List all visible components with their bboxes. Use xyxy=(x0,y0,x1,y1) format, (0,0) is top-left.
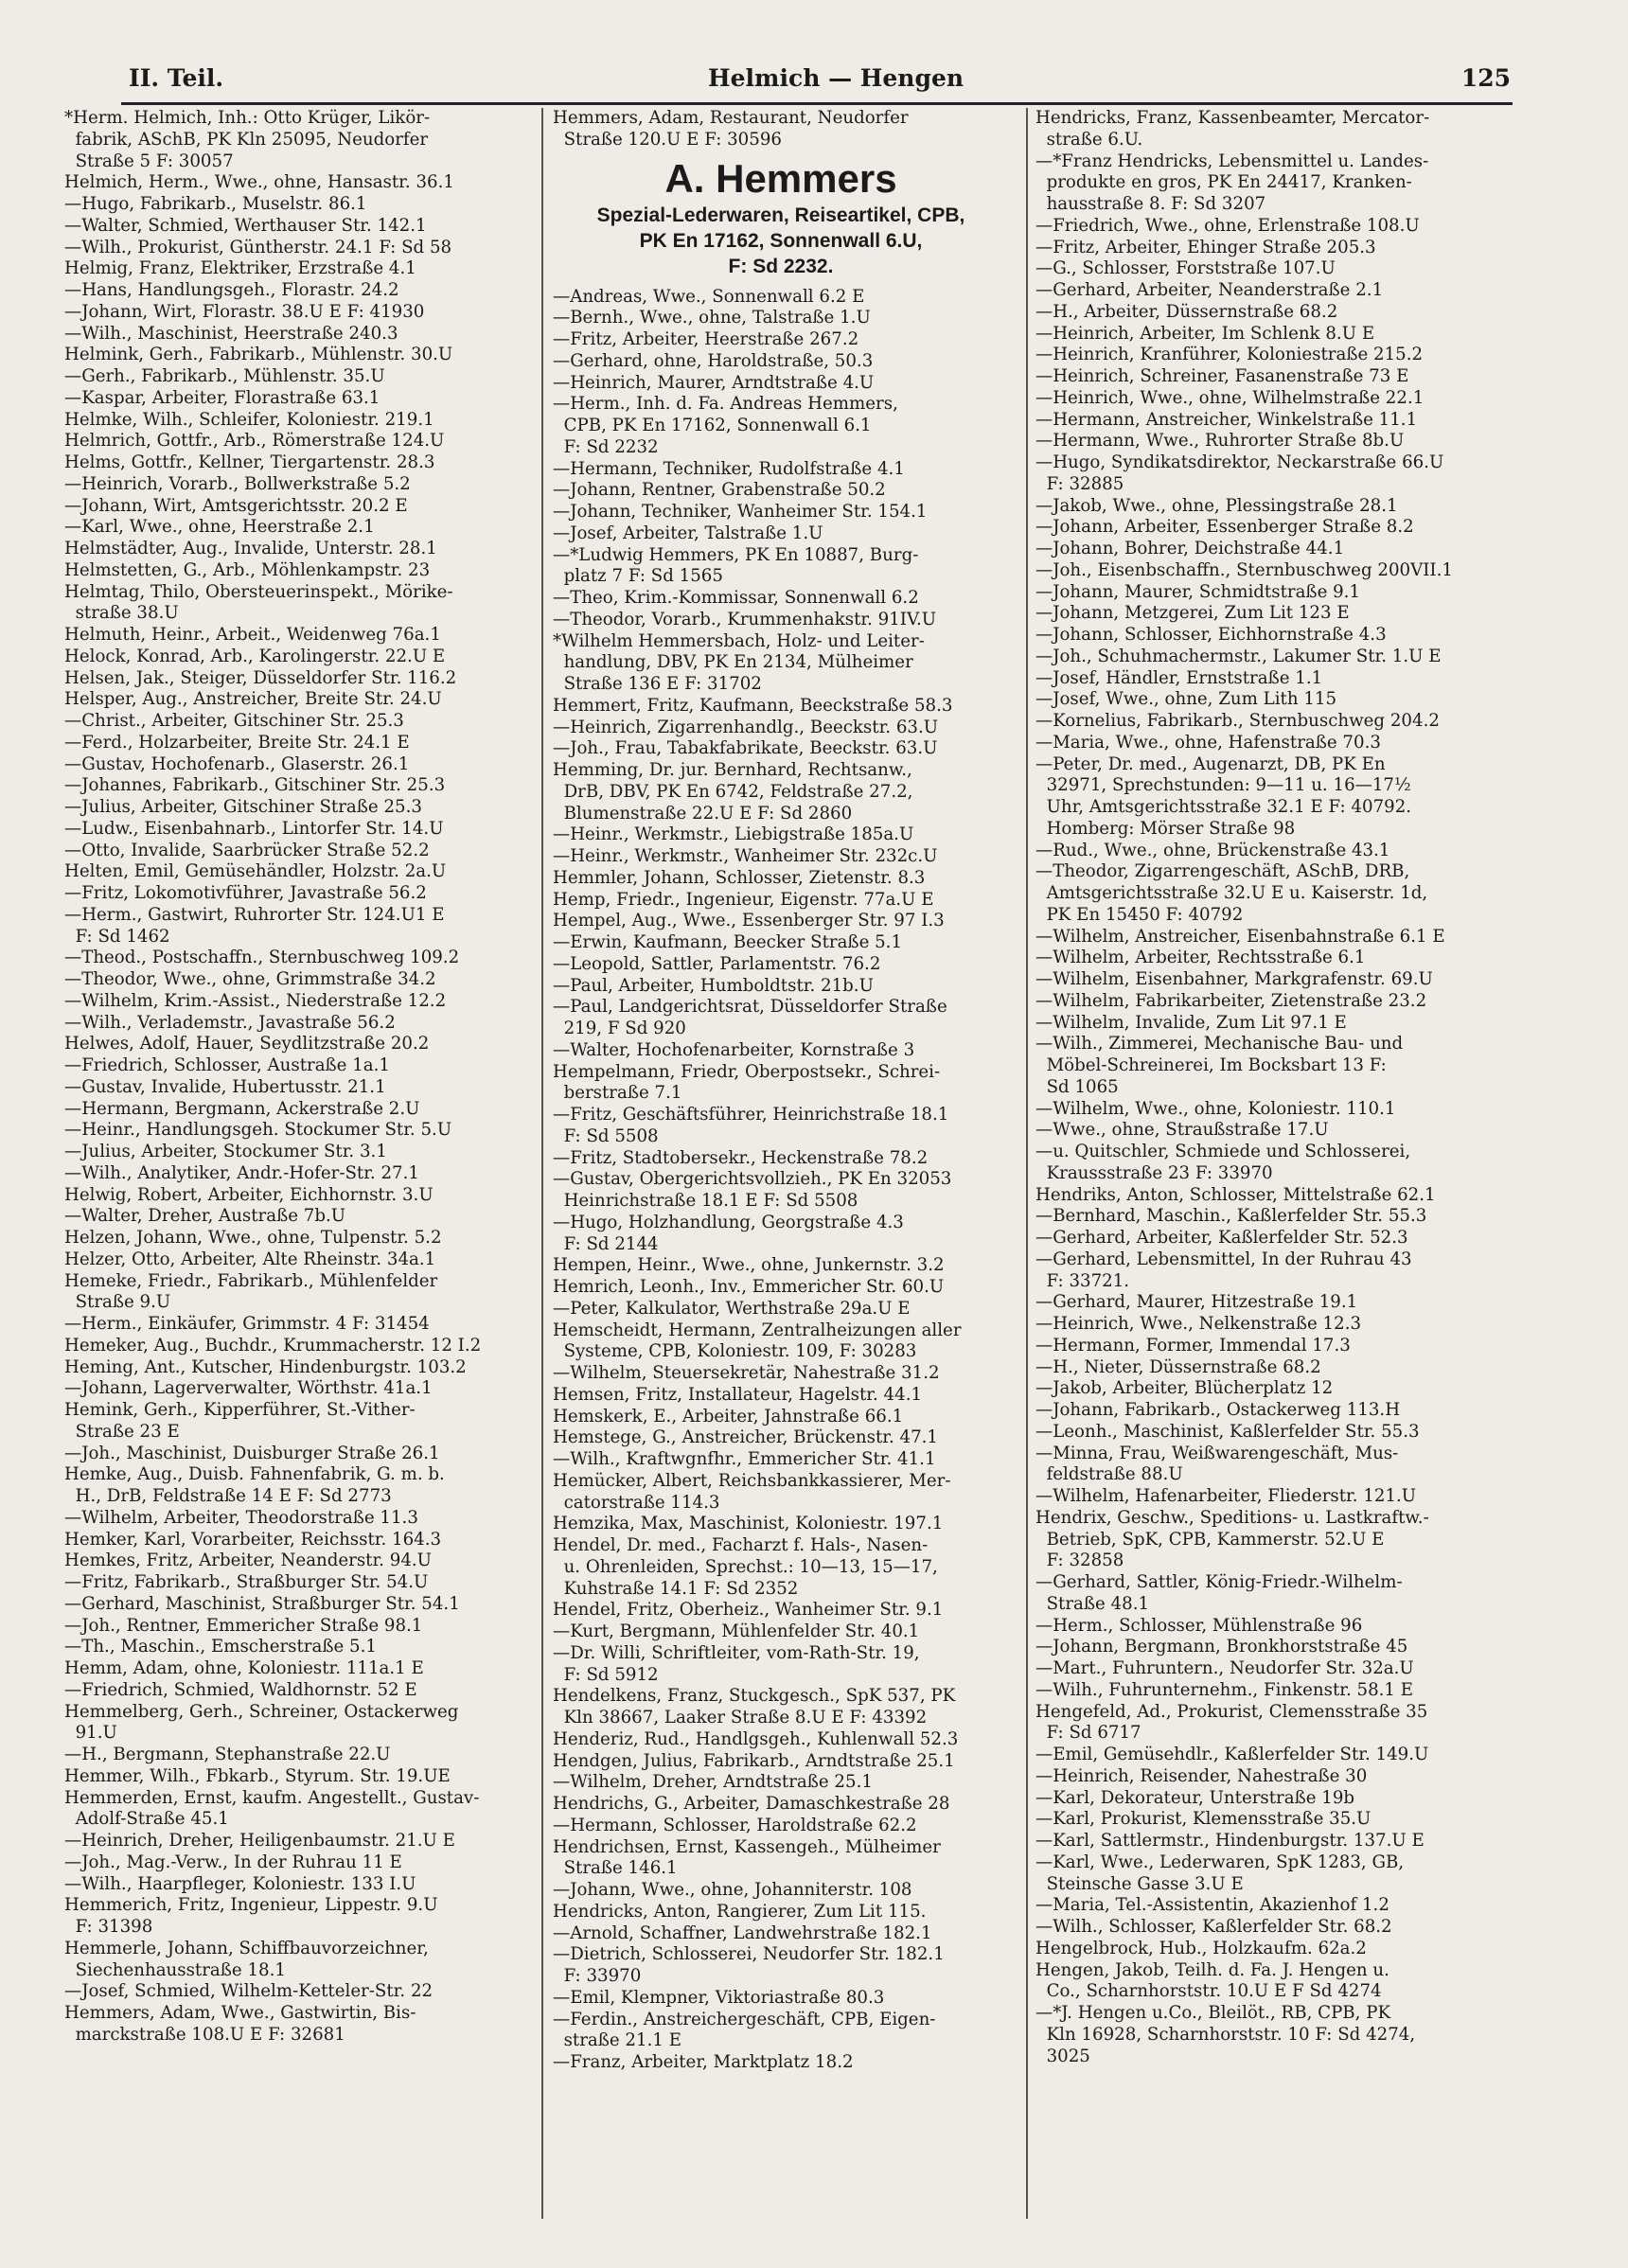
directory-entry-line: —Herm., Gastwirt, Ruhrorter Str. 124.U1 E xyxy=(64,904,445,925)
directory-entry-line: —Hans, Handlungsgeh., Florastr. 24.2 xyxy=(64,280,399,300)
directory-entry-line: Helmstetten, G., Arb., Möhlenkampstr. 23 xyxy=(64,559,431,580)
directory-entry-line: F: 33970 xyxy=(553,1966,642,1986)
directory-entry-line: —Gustav, Invalide, Hubertusstr. 21.1 xyxy=(64,1076,386,1097)
directory-entry-line: —Joh., Maschinist, Duisburger Straße 26.1 xyxy=(64,1443,440,1463)
directory-entry-line: Helsen, Jak., Steiger, Düsseldorfer Str. 116.2 xyxy=(64,667,457,688)
directory-entry-line: F: Sd 5912 xyxy=(553,1664,659,1685)
directory-entry-line: —Theodor, Wwe., ohne, Grimmstraße 34.2 xyxy=(64,969,436,989)
directory-entry-line: —Theod., Postschaffn., Sternbuschweg 109.2 xyxy=(64,948,460,968)
directory-entry-line: feldstraße 88.U xyxy=(1035,1464,1183,1485)
directory-entry-line: Hemeker, Aug., Buchdr., Krummacherstr. 12 I.2 xyxy=(64,1335,482,1355)
directory-entry-line: —Gerhard, Maurer, Hitzestraße 19.1 xyxy=(1035,1292,1358,1313)
directory-entry-line: Straße 23 E xyxy=(64,1421,180,1442)
directory-entry-line: —Erwin, Kaufmann, Beecker Straße 5.1 xyxy=(553,932,903,952)
directory-entry-line: —Wilh., Prokurist, Güntherstr. 24.1 F: Sd 58 xyxy=(64,237,452,257)
directory-entry-line: Amtsgerichtsstraße 32.U E u. Kaiserstr. 1d, xyxy=(1035,883,1428,903)
directory-entry-line: —Hermann, Wwe., Ruhrorter Straße 8b.U xyxy=(1035,431,1405,452)
directory-entry-line: —Heinrich, Zigarrenhandlg., Beeckstr. 63.U xyxy=(553,717,939,737)
directory-entry-line: Uhr, Amtsgerichtsstraße 32.1 E F: 40792. xyxy=(1035,797,1412,817)
directory-entry-line: Hendricks, Anton, Rangierer, Zum Lit 115. xyxy=(553,1901,927,1922)
directory-entry-line: F: Sd 6717 xyxy=(1035,1723,1141,1744)
directory-entry-line: —Paul, Arbeiter, Humboldtstr. 21b.U xyxy=(553,975,874,996)
directory-entry-line: —Wilhelm, Steuersekretär, Nahestraße 31.2 xyxy=(553,1363,940,1383)
directory-entry-line: —Walter, Schmied, Werthauser Str. 142.1 xyxy=(64,215,427,236)
directory-entry-line: —Heinrich, Reisender, Nahestraße 30 xyxy=(1035,1765,1368,1786)
directory-entry-line: —Johann, Metzgerei, Zum Lit 123 E xyxy=(1035,603,1350,624)
directory-entry-line: —Andreas, Wwe., Sonnenwall 6.2 E xyxy=(553,286,865,307)
directory-entry-line: —Heinrich, Schreiner, Fasanenstraße 73 E xyxy=(1035,366,1409,386)
directory-entry-line: —Johann, Lagerverwalter, Wörthstr. 41a.1 xyxy=(64,1378,433,1399)
directory-entry-line: Hemmers, Adam, Wwe., Gastwirtin, Bis- xyxy=(64,2003,416,2023)
directory-entry-line: catorstraße 114.3 xyxy=(553,1492,720,1513)
directory-entry-line: —Jakob, Arbeiter, Blücherplatz 12 xyxy=(1035,1378,1334,1399)
directory-entry-line: Helten, Emil, Gemüsehändler, Holzstr. 2a.U xyxy=(64,861,447,882)
directory-entry-line: Co., Scharnhorststr. 10.U E F Sd 4274 xyxy=(1035,1981,1382,2002)
directory-entry-line: —Johann, Wirt, Florastr. 38.U E F: 41930 xyxy=(64,301,425,322)
directory-entry-line: —Kaspar, Arbeiter, Florastraße 63.1 xyxy=(64,387,380,408)
directory-entry-line: Straße 48.1 xyxy=(1035,1593,1150,1614)
directory-entry-line: —Wilh., Kraftwgnfhr., Emmericher Str. 41.1 xyxy=(553,1449,936,1469)
directory-entry-line: —Minna, Frau, Weißwarengeschäft, Mus- xyxy=(1035,1443,1399,1463)
directory-entry-line: Kuhstraße 14.1 F: Sd 2352 xyxy=(553,1578,799,1599)
directory-entry-line: Hendricks, Franz, Kassenbeamter, Mercator- xyxy=(1035,108,1430,128)
directory-entry-line: —Wilhelm, Arbeiter, Theodorstraße 11.3 xyxy=(64,1507,418,1528)
directory-entry-line: F: 32858 xyxy=(1035,1550,1124,1571)
directory-entry-line: Hendrichsen, Ernst, Kassengeh., Mülheimer xyxy=(553,1836,941,1857)
directory-entry-line: —*Franz Hendricks, Lebensmittel u. Landes- xyxy=(1035,151,1429,171)
directory-entry-line: —Wilh., Maschinist, Heerstraße 240.3 xyxy=(64,323,398,344)
directory-entry-line: —Johannes, Fabrikarb., Gitschiner Str. 25.3 xyxy=(64,775,446,796)
directory-entry-line: —*J. Hengen u.Co., Bleilöt., RB, CPB, PK xyxy=(1035,2003,1391,2023)
directory-entry-line: —Wilhelm, Wwe., ohne, Koloniestr. 110.1 xyxy=(1035,1098,1396,1119)
directory-entry-line: Hemmerden, Ernst, kaufm. Angestellt., Gustav- xyxy=(64,1787,480,1808)
directory-entry-line: —Maria, Tel.-Assistentin, Akazienhof 1.2 xyxy=(1035,1895,1389,1916)
directory-entry-line: Hendel, Dr. med., Facharzt f. Hals-, Nasen- xyxy=(553,1535,929,1555)
directory-entry-line: Helmig, Franz, Elektriker, Erzstraße 4.1 xyxy=(64,258,416,279)
directory-entry-line: —Gerhard, Maschinist, Straßburger Str. 54.1 xyxy=(64,1593,460,1614)
directory-entry-line: —Hermann, Schlosser, Haroldstraße 62.2 xyxy=(553,1815,917,1835)
page-number: 125 xyxy=(1460,64,1511,92)
directory-entry-line: —Hermann, Former, Immendal 17.3 xyxy=(1035,1335,1351,1355)
directory-entry-line: Hendrix, Geschw., Speditions- u. Lastkraftw.- xyxy=(1035,1507,1429,1528)
advertisement-line: F: Sd 2232. xyxy=(728,255,834,277)
directory-entry-line: —Johann, Bohrer, Deichstraße 44.1 xyxy=(1035,539,1345,558)
directory-entry-line: —Bernhard, Maschin., Kaßlerfelder Str. 55.3 xyxy=(1035,1206,1427,1227)
directory-entry-line: Hemmer, Wilh., Fbkarb., Styrum. Str. 19.UE xyxy=(64,1765,451,1786)
directory-entry-line: Helzen, Johann, Wwe., ohne, Tulpenstr. 5.2 xyxy=(64,1228,442,1248)
directory-entry-line: —Peter, Kalkulator, Werthstraße 29a.U E xyxy=(553,1298,911,1319)
column-left xyxy=(64,108,521,2219)
column-middle-top xyxy=(553,108,1009,151)
directory-entry-line: Adolf-Straße 45.1 xyxy=(64,1809,229,1830)
directory-entry-line: Heinrichstraße 18.1 E F: Sd 5508 xyxy=(553,1191,858,1211)
column-right xyxy=(1035,108,1492,2219)
directory-entry-line: Straße 146.1 xyxy=(553,1858,678,1879)
directory-entry-line: Hemmers, Adam, Restaurant, Neudorfer xyxy=(553,108,909,128)
directory-entry-line: Hemzika, Max, Maschinist, Koloniestr. 197.1 xyxy=(553,1514,944,1534)
directory-entry-line: F: Sd 5508 xyxy=(553,1125,659,1146)
directory-entry-line: F: 32885 xyxy=(1035,473,1124,494)
directory-entry-line: —Julius, Arbeiter, Gitschiner Straße 25.3 xyxy=(64,797,422,817)
column-middle-bottom xyxy=(553,287,1009,2074)
directory-entry-line: —Wilh., Analytiker, Andr.-Hofer-Str. 27.1 xyxy=(64,1162,419,1183)
directory-entry-line: *Wilhelm Hemmersbach, Holz- und Leiter- xyxy=(553,630,925,651)
directory-entry-line: —Hugo, Holzhandlung, Georgstraße 4.3 xyxy=(553,1212,904,1232)
directory-entry-line: handlung, DBV, PK En 2134, Mülheimer xyxy=(553,652,913,673)
directory-entry-line: F: Sd 2144 xyxy=(553,1233,659,1254)
directory-entry-line: —Dietrich, Schlosserei, Neudorfer Str. 182.1 xyxy=(553,1944,945,1965)
directory-entry-line: Hemming, Dr. jur. Bernhard, Rechtsanw., xyxy=(553,760,912,780)
directory-entry-line: Betrieb, SpK, CPB, Kammerstr. 52.U E xyxy=(1035,1529,1385,1550)
directory-entry-line: —Johann, Arbeiter, Essenberger Straße 8.2 xyxy=(1035,517,1414,538)
directory-entry-line: —Johann, Bergmann, Bronkhorststraße 45 xyxy=(1035,1637,1408,1657)
directory-entry-line: F: 31398 xyxy=(64,1917,153,1937)
directory-entry-line: Kln 38667, Laaker Straße 8.U E F: 43392 xyxy=(553,1708,928,1728)
directory-entry-line: —Johann, Rentner, Grabenstraße 50.2 xyxy=(553,480,886,501)
directory-entry-line: —Otto, Invalide, Saarbrücker Straße 52.2 xyxy=(64,840,430,860)
directory-entry-line: —Wilh., Schlosser, Kaßlerfelder Str. 68.2 xyxy=(1035,1917,1392,1937)
directory-entry-line: —Johann, Maurer, Schmidtstraße 9.1 xyxy=(1035,581,1361,602)
directory-entry-line: Hemsen, Fritz, Installateur, Hagelstr. 44.1 xyxy=(553,1384,923,1405)
directory-entry-line: —Josef, Wwe., ohne, Zum Lith 115 xyxy=(1035,689,1337,710)
directory-entry-line: CPB, PK En 17162, Sonnenwall 6.1 xyxy=(553,416,872,435)
directory-entry-line: Helwes, Adolf, Hauer, Seydlitzstraße 20.2 xyxy=(64,1034,430,1054)
directory-entry-line: Hempelmann, Friedr, Oberpostsekr., Schrei- xyxy=(553,1061,941,1082)
directory-entry-line: —Heinrich, Kranführer, Koloniestraße 215.2 xyxy=(1035,345,1424,365)
directory-entry-line: Helmich, Herm., Wwe., ohne, Hansastr. 36.1 xyxy=(64,172,454,193)
directory-entry-line: —Wilh., Haarpfleger, Koloniestr. 133 I.U xyxy=(64,1873,416,1894)
directory-entry-line: —Maria, Wwe., ohne, Hafenstraße 70.3 xyxy=(1035,732,1381,753)
directory-entry-line: Hemücker, Albert, Reichsbankkassierer, Mer- xyxy=(553,1470,951,1491)
directory-entry-line: Hemrich, Leonh., Inv., Emmericher Str. 60.U xyxy=(553,1277,945,1297)
directory-entry-line: —Friedrich, Schlosser, Austraße 1a.1 xyxy=(64,1055,390,1075)
directory-entry-line: —Walter, Dreher, Austraße 7b.U xyxy=(64,1206,346,1227)
directory-entry-line: —Mart., Fuhruntern., Neudorfer Str. 32a.U xyxy=(1035,1658,1414,1678)
directory-entry-line: —Karl, Sattlermstr., Hindenburgstr. 137.U E xyxy=(1035,1831,1424,1851)
directory-entry-line: *Herm. Helmich, Inh.: Otto Krüger, Likör- xyxy=(64,108,431,128)
directory-entry-line: —Franz, Arbeiter, Marktplatz 18.2 xyxy=(553,2052,854,2072)
directory-entry-line: —*Ludwig Hemmers, PK En 10887, Burg- xyxy=(553,544,919,565)
directory-entry-line: —Herm., Inh. d. Fa. Andreas Hemmers, xyxy=(553,394,898,415)
directory-entry-line: Hendel, Fritz, Oberheiz., Wanheimer Str. 9.1 xyxy=(553,1600,944,1621)
directory-entry-line: —Kornelius, Fabrikarb., Sternbuschweg 204.2 xyxy=(1035,711,1440,731)
directory-entry-line: Hengefeld, Ad., Prokurist, Clemensstraße 35 xyxy=(1035,1701,1428,1722)
directory-entry-line: —Hermann, Anstreicher, Winkelstraße 11.1 xyxy=(1035,409,1418,430)
directory-entry-line: —Josef, Schmied, Wilhelm-Ketteler-Str. 22 xyxy=(64,1981,434,2002)
directory-entry-line: u. Ohrenleiden, Sprechst.: 10—13, 15—17, xyxy=(553,1556,938,1577)
directory-entry-line: —H., Arbeiter, Düssernstraße 68.2 xyxy=(1035,301,1338,322)
directory-entry-line: 32971, Sprechstunden: 9—11 u. 16—17½ xyxy=(1035,775,1411,796)
directory-entry-line: Straße 120.U E F: 30596 xyxy=(553,129,782,150)
directory-entry-line: Kraussstraße 23 F: 33970 xyxy=(1035,1162,1273,1183)
directory-entry-line: —G., Schlosser, Forststraße 107.U xyxy=(1035,258,1336,279)
directory-entry-line: straße 21.1 E xyxy=(553,2030,681,2051)
directory-entry-line: —Julius, Arbeiter, Stockumer Str. 3.1 xyxy=(64,1142,387,1161)
directory-entry-line: —Fritz, Lokomotivführer, Javastraße 56.2 xyxy=(64,883,427,903)
directory-entry-line: —Wilh., Verlademstr., Javastraße 56.2 xyxy=(64,1012,396,1033)
directory-entry-line: Hemkes, Fritz, Arbeiter, Neanderstr. 94.U xyxy=(64,1550,433,1571)
directory-entry-line: —Herm., Einkäufer, Grimmstr. 4 F: 31454 xyxy=(64,1314,430,1334)
directory-entry-line: —Hugo, Syndikatsdirektor, Neckarstraße 66.U xyxy=(1035,452,1444,472)
directory-entry-line: —Heinrich, Vorarb., Bollwerkstraße 5.2 xyxy=(64,473,411,494)
directory-entry-line: —Wilhelm, Arbeiter, Rechtsstraße 6.1 xyxy=(1035,948,1366,968)
directory-entry-line: Hemscheidt, Hermann, Zentralheizungen aller xyxy=(553,1320,962,1340)
directory-entry-line: 219, F Sd 920 xyxy=(553,1019,686,1038)
directory-entry-line: —Paul, Landgerichtsrat, Düsseldorfer Straße xyxy=(553,997,947,1018)
directory-entry-line: Helmrich, Gottfr., Arb., Römerstraße 124.U xyxy=(64,431,445,452)
directory-entry-line: marckstraße 108.U E F: 32681 xyxy=(64,2024,345,2045)
directory-entry-line: Straße 5 F: 30057 xyxy=(64,151,234,171)
directory-entry-line: —Heinr., Werkmstr., Wanheimer Str. 232c.U xyxy=(553,846,938,866)
directory-entry-line: Steinsche Gasse 3.U E xyxy=(1035,1873,1244,1894)
directory-entry-line: Hemink, Gerh., Kipperführer, St.-Vither- xyxy=(64,1400,416,1420)
directory-entry-line: —Theodor, Zigarrengeschäft, ASchB, DRB, xyxy=(1035,861,1410,882)
directory-entry-line: —Johann, Schlosser, Eichhornstraße 4.3 xyxy=(1035,625,1387,645)
section-label: II. Teil. xyxy=(129,64,224,92)
directory-entry-line: —Theo, Krim.-Kommissar, Sonnenwall 6.2 xyxy=(553,588,919,608)
directory-entry-line: —Rud., Wwe., ohne, Brückenstraße 43.1 xyxy=(1035,840,1390,860)
directory-entry-line: Hemmerle, Johann, Schiffbauvorzeichner, xyxy=(64,1938,429,1958)
directory-entry-line: F: Sd 2232 xyxy=(553,436,659,457)
directory-entry-line: Hendrichs, G., Arbeiter, Damaschkestraße 28 xyxy=(553,1794,950,1814)
directory-entry-line: —Heinrich, Wwe., Nelkenstraße 12.3 xyxy=(1035,1314,1362,1334)
directory-entry-line: Helmke, Wilh., Schleifer, Koloniestr. 219.1 xyxy=(64,409,434,430)
directory-entry-line: —Johann, Wirt, Amtsgerichtsstr. 20.2 E xyxy=(64,495,408,516)
directory-entry-line: —Fritz, Arbeiter, Ehinger Straße 205.3 xyxy=(1035,237,1376,257)
directory-entry-line: Hemm, Adam, ohne, Koloniestr. 111a.1 E xyxy=(64,1658,424,1678)
directory-entry-line: —Wilh., Zimmerei, Mechanische Bau- und xyxy=(1035,1034,1404,1054)
directory-entry-line: —Karl, Wwe., ohne, Heerstraße 2.1 xyxy=(64,517,375,538)
directory-entry-line: Blumenstraße 22.U E F: Sd 2860 xyxy=(553,803,853,824)
directory-entry-line: —Leopold, Sattler, Parlamentstr. 76.2 xyxy=(553,953,881,974)
directory-entry-line: —Joh., Mag.-Verw., In der Ruhrau 11 E xyxy=(64,1852,402,1872)
directory-entry-line: —Christ., Arbeiter, Gitschiner Str. 25.3 xyxy=(64,711,404,731)
directory-entry-line: —Emil, Gemüsehdlr., Kaßlerfelder Str. 149.U xyxy=(1035,1745,1429,1764)
directory-entry-line: —Fritz, Geschäftsführer, Heinrichstraße 18.1 xyxy=(553,1105,949,1125)
directory-entry-line: Sd 1065 xyxy=(1035,1076,1119,1097)
directory-entry-line: Hendgen, Julius, Fabrikarb., Arndtstraße 25.1 xyxy=(553,1750,955,1771)
directory-entry-line: H., DrB, Feldstraße 14 E F: Sd 2773 xyxy=(64,1486,392,1506)
directory-entry-line: —Gerhard, Lebensmittel, In der Ruhrau 43 xyxy=(1035,1249,1412,1269)
directory-entry-line: —Karl, Prokurist, Klemensstraße 35.U xyxy=(1035,1809,1371,1830)
directory-entry-line: —Th., Maschin., Emscherstraße 5.1 xyxy=(64,1637,377,1657)
directory-entry-line: —Gerhard, Sattler, König-Friedr.-Wilhelm- xyxy=(1035,1572,1403,1592)
directory-entry-line: —Karl, Dekorateur, Unterstraße 19b xyxy=(1035,1787,1355,1808)
directory-entry-line: —Wilh., Fuhrunternehm., Finkenstr. 58.1 E xyxy=(1035,1679,1414,1700)
directory-entry-line: Helsper, Aug., Anstreicher, Breite Str. 24.U xyxy=(64,689,442,710)
directory-entry-line: Hempen, Heinr., Wwe., ohne, Junkernstr. 3.2 xyxy=(553,1255,945,1276)
directory-entry-line: straße 38.U xyxy=(64,603,179,624)
directory-entry-line: —Josef, Arbeiter, Talstraße 1.U xyxy=(553,523,823,543)
directory-entry-line: —Friedrich, Wwe., ohne, Erlenstraße 108.U xyxy=(1035,215,1420,236)
directory-entry-line: —Jakob, Wwe., ohne, Plessingstraße 28.1 xyxy=(1035,495,1398,516)
directory-entry-line: Hengelbrock, Hub., Holzkaufm. 62a.2 xyxy=(1035,1938,1367,1958)
directory-entry-line: —Joh., Eisenbschaffn., Sternbuschweg 200VII.1 xyxy=(1035,559,1453,580)
directory-entry-line: Straße 9.U xyxy=(64,1292,171,1313)
directory-entry-line: —Emil, Klempner, Viktoriastraße 80.3 xyxy=(553,1987,885,2008)
directory-entry-line: Hemker, Karl, Vorarbeiter, Reichsstr. 164.3 xyxy=(64,1529,442,1550)
directory-entry-line: —Friedrich, Schmied, Waldhornstr. 52 E xyxy=(64,1679,417,1700)
directory-entry-line: Heming, Ant., Kutscher, Hindenburgstr. 103.2 xyxy=(64,1356,467,1377)
advertisement-line: Spezial-Lederwaren, Reiseartikel, CPB, xyxy=(596,204,965,226)
directory-entry-line: —Wwe., ohne, Straußstraße 17.U xyxy=(1035,1120,1329,1141)
directory-entry-line: —Dr. Willi, Schriftleiter, vom-Rath-Str. 19, xyxy=(553,1642,920,1663)
directory-entry-line: Helmtag, Thilo, Obersteuerinspekt., Mörike- xyxy=(64,581,453,602)
directory-entry-line: —Heinrich, Maurer, Arndtstraße 4.U xyxy=(553,372,875,393)
directory-entry-line: —Fritz, Fabrikarb., Straßburger Str. 54.U xyxy=(64,1572,429,1592)
directory-entry-line: produkte en gros, PK En 24417, Kranken- xyxy=(1035,172,1412,193)
directory-entry-line: Helzer, Otto, Arbeiter, Alte Rheinstr. 34a.1 xyxy=(64,1249,436,1269)
directory-entry-line: Hemmler, Johann, Schlosser, Zietenstr. 8.3 xyxy=(553,867,926,888)
directory-entry-line: DrB, DBV, PK En 6742, Feldstraße 27.2, xyxy=(553,781,913,802)
directory-entry-line: —H., Nieter, Düssernstraße 68.2 xyxy=(1035,1356,1321,1377)
directory-entry-line: —Gerhard, ohne, Haroldstraße, 50.3 xyxy=(553,350,874,371)
directory-entry-line: Hemeke, Friedr., Fabrikarb., Mühlenfelder xyxy=(64,1270,438,1291)
directory-entry-line: 91.U xyxy=(64,1723,117,1744)
directory-entry-line: —Wilhelm, Hafenarbeiter, Fliederstr. 121.U xyxy=(1035,1486,1417,1506)
directory-entry-line: —Bernh., Wwe., ohne, Talstraße 1.U xyxy=(553,308,871,328)
advertisement-line: PK En 17162, Sonnenwall 6.U, xyxy=(639,229,923,252)
directory-entry-line: Hendelkens, Franz, Stuckgesch., SpK 537, PK xyxy=(553,1686,956,1707)
directory-entry-line: Möbel-Schreinerei, Im Bocksbart 13 F: xyxy=(1035,1055,1387,1075)
directory-entry-line: —Walter, Hochofenarbeiter, Kornstraße 3 xyxy=(553,1039,915,1060)
directory-entry-line: Hemmerich, Fritz, Ingenieur, Lippestr. 9.U xyxy=(64,1895,438,1916)
advertisement-box xyxy=(553,155,1009,279)
column-divider xyxy=(1026,108,1028,2219)
directory-entry-line: —Joh., Schuhmachermstr., Lakumer Str. 1.U E xyxy=(1035,646,1442,666)
directory-entry-line: —Peter, Dr. med., Augenarzt, DB, PK En xyxy=(1035,753,1386,774)
directory-entry-line: —Wilhelm, Dreher, Arndtstraße 25.1 xyxy=(553,1772,873,1793)
directory-entry-line: —Arnold, Schaffner, Landwehrstraße 182.1 xyxy=(553,1922,932,1943)
directory-entry-line: F: Sd 1462 xyxy=(64,926,170,947)
directory-entry-line: Hemmelberg, Gerh., Schreiner, Ostackerweg xyxy=(64,1701,459,1722)
directory-entry-line: F: 33721. xyxy=(1035,1270,1130,1291)
directory-entry-line: Kln 16928, Scharnhorststr. 10 F: Sd 4274, xyxy=(1035,2024,1416,2045)
directory-entry-line: —Johann, Fabrikarb., Ostackerweg 113.H xyxy=(1035,1400,1401,1420)
directory-entry-line: PK En 15450 F: 40792 xyxy=(1035,904,1244,925)
running-title: Helmich — Hengen xyxy=(708,64,964,92)
directory-entry-line: —Gerhard, Arbeiter, Neanderstraße 2.1 xyxy=(1035,280,1384,300)
directory-entry-line: —Heinrich, Arbeiter, Im Schlenk 8.U E xyxy=(1035,323,1375,344)
directory-entry-line: Siechenhausstraße 18.1 xyxy=(64,1959,286,1980)
directory-entry-line: Helmink, Gerh., Fabrikarb., Mühlenstr. 30.U xyxy=(64,345,453,365)
directory-entry-line: —Joh., Frau, Tabakfabrikate, Beeckstr. 63.U xyxy=(553,738,938,759)
directory-entry-line: —Hermann, Techniker, Rudolfstraße 4.1 xyxy=(553,458,905,479)
directory-entry-line: Homberg: Mörser Straße 98 xyxy=(1035,818,1296,839)
directory-entry-line: Hengen, Jakob, Teilh. d. Fa. J. Hengen u. xyxy=(1035,1959,1389,1980)
directory-entry-line: —Ludw., Eisenbahnarb., Lintorfer Str. 14.U xyxy=(64,818,444,839)
directory-entry-line: Hemp, Friedr., Ingenieur, Eigenstr. 77a.U E xyxy=(553,889,934,910)
directory-entry-line: —Gustav, Hochofenarb., Glaserstr. 26.1 xyxy=(64,753,410,774)
page-header xyxy=(121,59,1513,105)
directory-entry-line: Hemke, Aug., Duisb. Fahnenfabrik, G. m. b. xyxy=(64,1464,445,1485)
directory-entry-line: —Herm., Schlosser, Mühlenstraße 96 xyxy=(1035,1615,1363,1636)
directory-entry-line: —Wilhelm, Eisenbahner, Markgrafenstr. 69.U xyxy=(1035,969,1433,989)
directory-entry-line: —Johann, Wwe., ohne, Johanniterstr. 108 xyxy=(553,1880,912,1900)
directory-entry-line: straße 6.U. xyxy=(1035,129,1143,150)
directory-entry-line: —Karl, Wwe., Lederwaren, SpK 1283, GB, xyxy=(1035,1852,1405,1872)
directory-entry-line: —Hermann, Bergmann, Ackerstraße 2.U xyxy=(64,1098,420,1119)
advertisement-name: A. Hemmers xyxy=(664,155,897,201)
directory-entry-line: —Joh., Rentner, Emmericher Straße 98.1 xyxy=(64,1615,423,1636)
directory-entry-line: berstraße 7.1 xyxy=(553,1083,682,1104)
column-divider xyxy=(541,108,543,2219)
directory-entry-line: Helmstädter, Aug., Invalide, Unterstr. 28.1 xyxy=(64,539,437,558)
directory-entry-line: fabrik, ASchB, PK Kln 25095, Neudorfer xyxy=(64,129,429,150)
directory-entry-line: —Wilhelm, Invalide, Zum Lit 97.1 E xyxy=(1035,1012,1347,1033)
directory-entry-line: Helock, Konrad, Arb., Karolingerstr. 22.U E xyxy=(64,646,446,666)
directory-entry-line: —Leonh., Maschinist, Kaßlerfelder Str. 55.3 xyxy=(1035,1421,1420,1442)
directory-entry-line: —Kurt, Bergmann, Mühlenfelder Str. 40.1 xyxy=(553,1621,920,1641)
directory-entry-line: Systeme, CPB, Koloniestr. 109, F: 30283 xyxy=(553,1341,917,1362)
directory-entry-line: —Josef, Händler, Ernststraße 1.1 xyxy=(1035,667,1323,688)
directory-entry-line: —Wilhelm, Krim.-Assist., Niederstraße 12.2 xyxy=(64,990,447,1011)
directory-entry-line: —Fritz, Stadtobersekr., Heckenstraße 78.2 xyxy=(553,1147,929,1168)
directory-entry-line: Hemstege, G., Anstreicher, Brückenstr. 47.1 xyxy=(553,1427,939,1448)
directory-entry-line: Henderiz, Rud., Handlgsgeh., Kuhlenwall 52.3 xyxy=(553,1728,959,1749)
directory-entry-line: —Theodor, Vorarb., Krummenhakstr. 91IV.U xyxy=(553,609,937,629)
directory-entry-line: Helwig, Robert, Arbeiter, Eichhornstr. 3.U xyxy=(64,1184,434,1205)
directory-entry-line: —Heinr., Werkmstr., Liebigstraße 185a.U xyxy=(553,824,914,845)
directory-entry-line: —Heinrich, Wwe., ohne, Wilhelmstraße 22.1 xyxy=(1035,387,1424,408)
directory-entry-line: —u. Quitschler, Schmiede und Schlosserei, xyxy=(1035,1142,1411,1161)
directory-entry-line: —Heinrich, Dreher, Heiligenbaumstr. 21.U E xyxy=(64,1831,455,1851)
directory-entry-line: —Heinr., Handlungsgeh. Stockumer Str. 5.U xyxy=(64,1120,452,1141)
directory-entry-line: platz 7 F: Sd 1565 xyxy=(553,566,723,587)
directory-entry-line: —Wilhelm, Fabrikarbeiter, Zietenstraße 23.2 xyxy=(1035,990,1427,1011)
directory-entry-line: Hendriks, Anton, Schlosser, Mittelstraße 62.1 xyxy=(1035,1184,1436,1205)
directory-entry-line: Helmuth, Heinr., Arbeit., Weidenweg 76a.1 xyxy=(64,625,441,645)
directory-entry-line: —Fritz, Arbeiter, Heerstraße 267.2 xyxy=(553,329,859,349)
directory-entry-line: —H., Bergmann, Stephanstraße 22.U xyxy=(64,1745,391,1764)
directory-entry-line: —Gerh., Fabrikarb., Mühlenstr. 35.U xyxy=(64,366,385,386)
directory-entry-line: —Wilhelm, Anstreicher, Eisenbahnstraße 6.1 E xyxy=(1035,926,1445,947)
directory-entry-line: —Hugo, Fabrikarb., Muselstr. 86.1 xyxy=(64,194,367,214)
column-middle xyxy=(553,108,1009,2219)
directory-entry-line: hausstraße 8. F: Sd 3207 xyxy=(1035,194,1266,214)
directory-entry-line: —Gerhard, Arbeiter, Kaßlerfelder Str. 52.3 xyxy=(1035,1228,1408,1248)
directory-entry-line: Helms, Gottfr., Kellner, Tiergartenstr. 28.3 xyxy=(64,452,435,472)
directory-entry-line: 3025 xyxy=(1035,2046,1090,2066)
directory-entry-line: Hemmert, Fritz, Kaufmann, Beeckstraße 58.3 xyxy=(553,695,953,716)
directory-entry-line: Hempel, Aug., Wwe., Essenberger Str. 97 I.3 xyxy=(553,911,945,931)
directory-entry-line: —Ferdin., Anstreichergeschäft, CPB, Eigen- xyxy=(553,2009,936,2029)
directory-entry-line: Hemskerk, E., Arbeiter, Jahnstraße 66.1 xyxy=(553,1406,904,1426)
directory-entry-line: Straße 136 E F: 31702 xyxy=(553,674,762,694)
directory-entry-line: —Gustav, Obergerichtsvollzieh., PK En 32053 xyxy=(553,1169,952,1190)
directory-entry-line: —Johann, Techniker, Wanheimer Str. 154.1 xyxy=(553,502,928,522)
directory-entry-line: —Ferd., Holzarbeiter, Breite Str. 24.1 E xyxy=(64,732,410,753)
